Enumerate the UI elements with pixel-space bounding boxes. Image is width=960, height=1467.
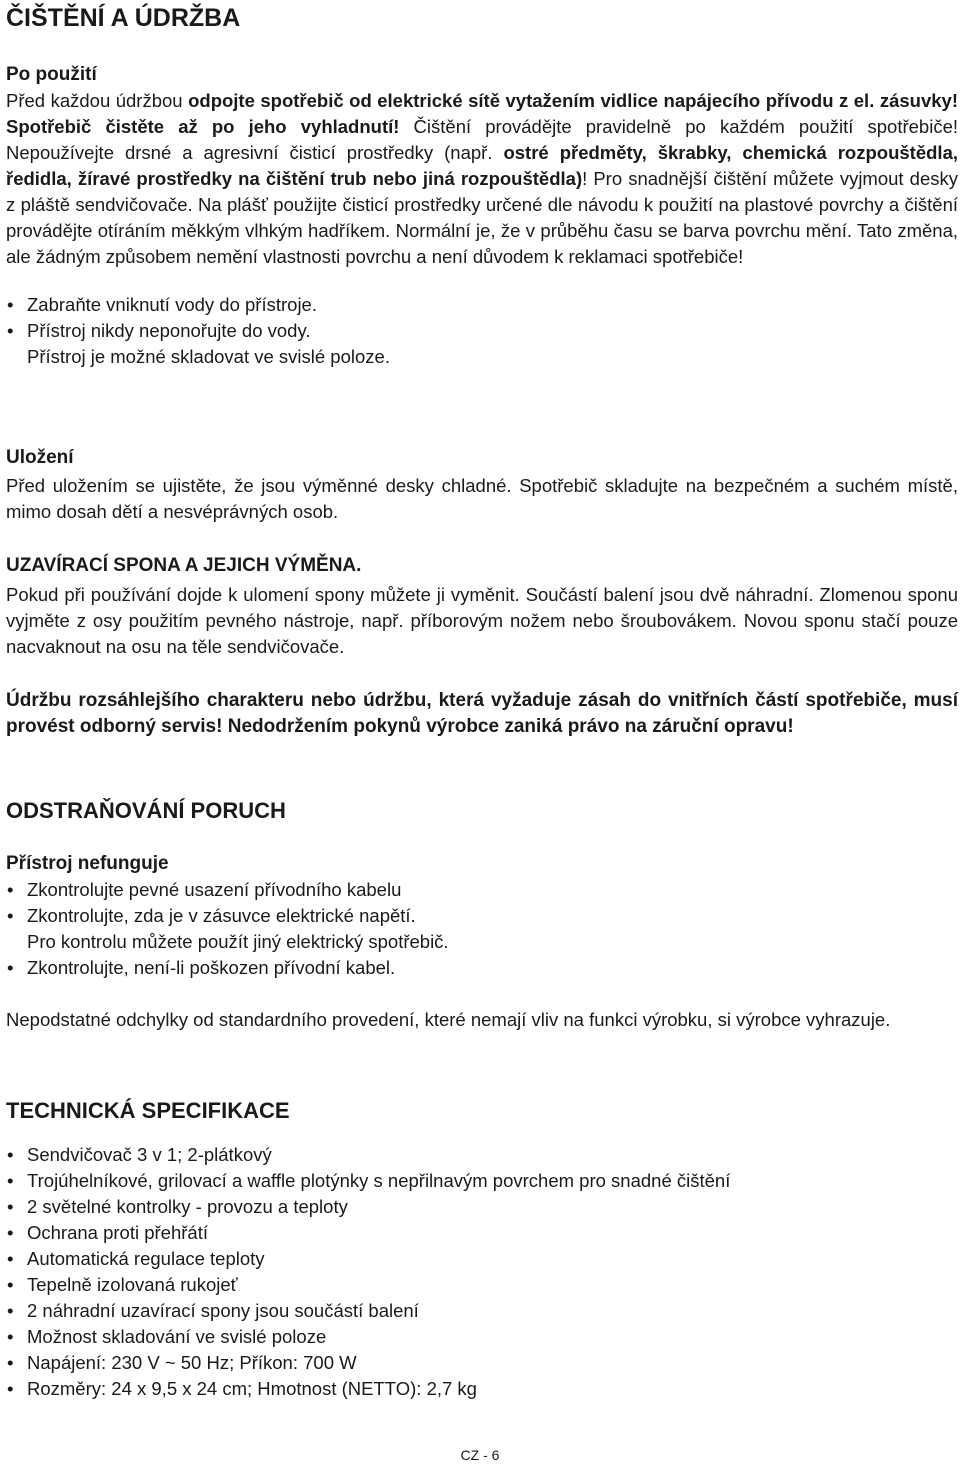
troubleshooting-heading: ODSTRAŇOVÁNÍ PORUCH — [6, 798, 286, 823]
clip-heading: UZAVÍRACÍ SPONA A JEJICH VÝMĚNA. — [6, 555, 362, 576]
clip-section — [6, 553, 958, 660]
service-note — [6, 688, 958, 740]
after-use-text-a: Před každou údržbou — [6, 90, 189, 111]
list-item-text: Zkontrolujte, není-li poškozen přívodní kabel. — [27, 957, 396, 978]
after-use-bullet-list — [6, 292, 958, 370]
list-item-text: Trojúhelníkové, grilovací a waffle plotýnky s nepřilnavým povrchem pro snadné čištění — [27, 1170, 731, 1191]
list-item-continuation — [6, 344, 958, 370]
list-item — [6, 1194, 958, 1220]
service-note-text: Údržbu rozsáhlejšího charakteru nebo údržbu, která vyžaduje zásah do vnitřních částí spotřebiče, musí provést odborný servis! Nedodržením pokynů výrobce zaniká právo na záruční opravu! — [6, 690, 958, 737]
clip-text: Pokud při používání dojde k ulomení spony můžete ji vyměnit. Součástí balení jsou dvě náhradní. Zlomenou sponu vyjměte z osy použitím pevného nástroje, např. příborovým nožem nebo šroubovákem. Novou sponu stačí pouze nacvaknout na osu na těle sendvičovače. — [6, 584, 958, 657]
list-item — [6, 1220, 958, 1246]
bullet-icon: • — [7, 1144, 14, 1165]
after-use-paragraph — [6, 88, 958, 270]
storage-section — [6, 445, 958, 525]
bullet-icon: • — [7, 1196, 14, 1217]
bullet-icon: • — [7, 1248, 14, 1269]
list-item-text: Přístroj je možné skladovat ve svislé poloze. — [27, 346, 390, 367]
troubleshooting-list — [6, 877, 958, 981]
bullet-icon: • — [7, 1326, 14, 1347]
after-use-heading: Po použití — [6, 64, 97, 85]
list-item — [6, 1272, 958, 1298]
list-item — [6, 318, 958, 344]
bullet-icon: • — [7, 905, 14, 926]
list-item-text: Rozměry: 24 x 9,5 x 24 cm; Hmotnost (NETTO): 2,7 kg — [27, 1378, 477, 1399]
list-item — [6, 955, 958, 981]
bullet-icon: • — [7, 957, 14, 978]
list-item — [6, 1350, 958, 1376]
list-item — [6, 292, 958, 318]
bullet-icon: • — [7, 294, 14, 315]
list-item-text: Ochrana proti přehřátí — [27, 1222, 208, 1243]
troubleshooting-note: Nepodstatné odchylky od standardního provedení, které nemají vliv na funkci výrobku, si výrobce vyhrazuje. — [6, 1009, 891, 1030]
list-item-text: Zkontrolujte pevné usazení přívodního kabelu — [27, 879, 402, 900]
list-item — [6, 1298, 958, 1324]
list-item — [6, 1246, 958, 1272]
troubleshooting-subheading: Přístroj nefunguje — [6, 853, 169, 874]
bullet-icon: • — [7, 1300, 14, 1321]
storage-heading: Uložení — [6, 447, 74, 468]
page-number: CZ - 6 — [460, 1447, 500, 1463]
list-item — [6, 1168, 958, 1194]
after-use-text-e: ! Pro snadnější čištění můžete vyjmout desky z pláště sendvičovače. Na plášť použijte čisticí prostředky určené dle návodu k použití na plastové povrchy a čištění provádějte otíráním měkkým vlhkým hadříkem. Normální je, že v průběhu času se barva povrchu mění. Tato změna, ale žádným způsobem nemění vlastnosti povrchu a není důvodem k reklamaci spotřebiče! — [6, 168, 958, 267]
list-item-text: Automatická regulace teploty — [27, 1248, 265, 1269]
list-item — [6, 1324, 958, 1350]
list-item-text: 2 náhradní uzavírací spony jsou součástí balení — [27, 1300, 419, 1321]
list-item-text: 2 světelné kontrolky - provozu a teploty — [27, 1196, 348, 1217]
specs-heading: TECHNICKÁ SPECIFIKACE — [6, 1098, 290, 1123]
after-use-text-d: ostré předměty, škrabky, chemická rozpouštědla, ředidla, žíravé prostředky na čištění trub nebo jiná rozpouštědla) — [6, 142, 958, 189]
list-item-continuation: Pro kontrolu můžete použít jiný elektrický spotřebič. — [27, 931, 449, 952]
bullet-icon: • — [7, 1222, 14, 1243]
bullet-icon: • — [7, 1274, 14, 1295]
list-item-text: Zkontrolujte, zda je v zásuvce elektrické napětí. — [27, 905, 416, 926]
list-item — [6, 1376, 958, 1402]
bullet-icon: • — [7, 1378, 14, 1399]
bullet-icon: • — [7, 879, 14, 900]
troubleshooting-section — [6, 797, 958, 1033]
specs-list — [6, 1142, 958, 1402]
list-item-text: Přístroj nikdy neponořujte do vody. — [27, 320, 311, 341]
list-item-text: Možnost skladování ve svislé poloze — [27, 1326, 327, 1347]
list-item — [6, 903, 958, 955]
list-item-text: Napájení: 230 V ~ 50 Hz; Příkon: 700 W — [27, 1352, 357, 1373]
bullet-icon: • — [7, 320, 14, 341]
storage-text: Před uložením se ujistěte, že jsou výměnné desky chladné. Spotřebič skladujte na bezpečném a suchém místě, mimo dosah dětí a nesvéprávných osob. — [6, 475, 958, 522]
bullet-icon: • — [7, 1170, 14, 1191]
list-item-text: Zabraňte vniknutí vody do přístroje. — [27, 294, 317, 315]
list-item-text: Sendvičovač 3 v 1; 2-plátkový — [27, 1144, 272, 1165]
list-item-text: Tepelně izolovaná rukojeť — [27, 1274, 238, 1295]
after-use-text-c: Čištění provádějte pravidelně po každém použití spotřebiče! Nepoužívejte drsné a agresivní čisticí prostředky (např. — [6, 116, 959, 163]
specs-section — [6, 1097, 958, 1402]
page-title: ČIŠTĚNÍ A ÚDRŽBA — [6, 4, 241, 32]
after-use-text-b: odpojte spotřebič od elektrické sítě vytažením vidlice napájecího přívodu z el. zásuvky! Spotřebič čistěte až po jeho vyhladnutí! — [6, 90, 958, 137]
list-item — [6, 877, 958, 903]
bullet-icon: • — [7, 1352, 14, 1373]
after-use-section — [6, 62, 958, 270]
list-item — [6, 1142, 958, 1168]
